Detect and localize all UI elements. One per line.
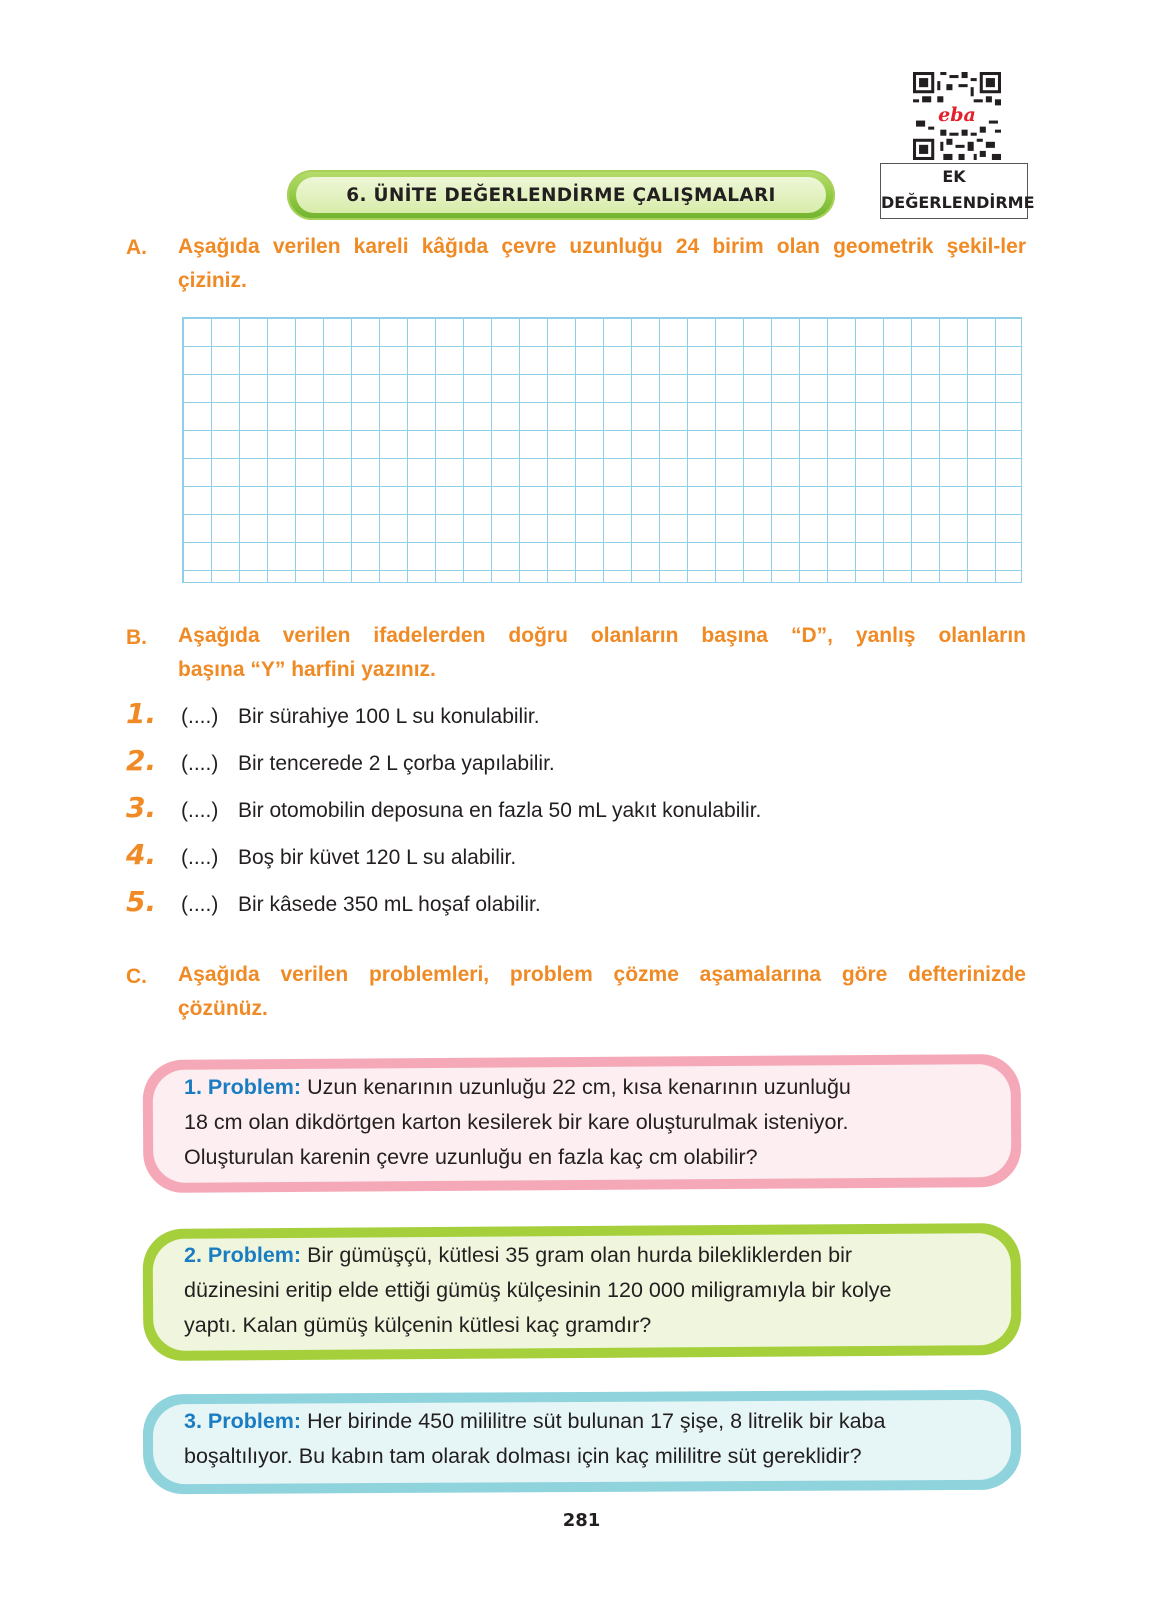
problem-3-line1: Her birinde 450 mililitre süt bulunan 17 şişe, 8 litrelik bir kaba xyxy=(301,1409,886,1433)
section-a-letter: A. xyxy=(126,236,147,259)
section-b-letter: B. xyxy=(126,626,147,649)
statement-blank-4[interactable]: (....) xyxy=(181,846,219,869)
ek-box-line1: EK xyxy=(942,167,966,186)
section-c-line1: Aşağıda verilen problemleri, problem çözme aşamalarına göre defterinizde xyxy=(178,963,1026,986)
statement-text-5: Bir kâsede 350 mL hoşaf olabilir. xyxy=(238,893,541,916)
ek-degerlendirme-box[interactable] xyxy=(880,163,1035,219)
problem-3-label: 3. Problem: xyxy=(184,1409,302,1433)
problem-2-line2: düzinesini eritip elde ettiği gümüş külçesinin 120 000 miligramıyla bir kolye xyxy=(184,1278,892,1302)
problem-3-text xyxy=(184,1404,1014,1474)
page-number: 281 xyxy=(562,1510,601,1531)
statement-number-3: 3. xyxy=(126,791,157,824)
problem-2-text xyxy=(184,1238,1004,1343)
statement-number-4: 4. xyxy=(126,838,157,871)
section-a-text: Aşağıda verilen kareli kâğıda çevre uzunluğu 24 birim olan geometrik şekil-ler çiziniz. xyxy=(178,235,1026,292)
statement-text-4: Boş bir küvet 120 L su alabilir. xyxy=(238,846,517,869)
grid-paper[interactable] xyxy=(182,317,1022,583)
problem-3-line2: boşaltılıyor. Bu kabın tam olarak dolması için kaç mililitre süt gereklidir? xyxy=(184,1444,862,1468)
problem-1-line2: 18 cm olan dikdörtgen karton kesilerek bir kare oluşturulmak isteniyor. xyxy=(184,1110,849,1134)
problem-1-line1: Uzun kenarının uzunluğu 22 cm, kısa kenarının uzunluğu xyxy=(301,1075,851,1099)
section-b-line2: başına “Y” harfini yazınız. xyxy=(178,658,436,681)
problem-1-line3: Oluşturulan karenin çevre uzunluğu en fazla kaç cm olabilir? xyxy=(184,1145,758,1169)
section-c-line2: çözünüz. xyxy=(178,997,268,1020)
statement-blank-2[interactable]: (....) xyxy=(181,752,219,775)
eba-logo: eba xyxy=(918,104,996,126)
statement-text-2: Bir tencerede 2 L çorba yapılabilir. xyxy=(238,752,555,775)
statement-text-3: Bir otomobilin deposuna en fazla 50 mL yakıt konulabilir. xyxy=(238,799,762,822)
banner-title: 6. ÜNİTE DEĞERLENDİRME ÇALIŞMALARI xyxy=(346,184,776,206)
statement-number-1: 1. xyxy=(126,697,157,730)
section-b-line1: Aşağıda verilen ifadelerden doğru olanların başına “D”, yanlış olanların xyxy=(178,624,1026,647)
problem-2-line1: Bir gümüşçü, kütlesi 35 gram olan hurda bilekliklerden bir xyxy=(301,1243,852,1267)
problem-1-label: 1. Problem: xyxy=(184,1075,302,1099)
statement-number-2: 2. xyxy=(126,744,157,777)
statement-number-5: 5. xyxy=(126,885,157,918)
problem-1-text xyxy=(184,1070,1004,1175)
problem-2-label: 2. Problem: xyxy=(184,1243,302,1267)
statement-text-1: Bir sürahiye 100 L su konulabilir. xyxy=(238,705,540,728)
statement-blank-5[interactable]: (....) xyxy=(181,893,219,916)
ek-box-line2: DEĞERLENDİRME xyxy=(881,193,1035,212)
section-c-letter: C. xyxy=(126,965,147,988)
statement-blank-3[interactable]: (....) xyxy=(181,799,219,822)
statement-blank-1[interactable]: (....) xyxy=(181,705,219,728)
unit-banner xyxy=(287,170,835,220)
problem-2-line3: yaptı. Kalan gümüş külçenin kütlesi kaç gramdır? xyxy=(184,1313,652,1337)
